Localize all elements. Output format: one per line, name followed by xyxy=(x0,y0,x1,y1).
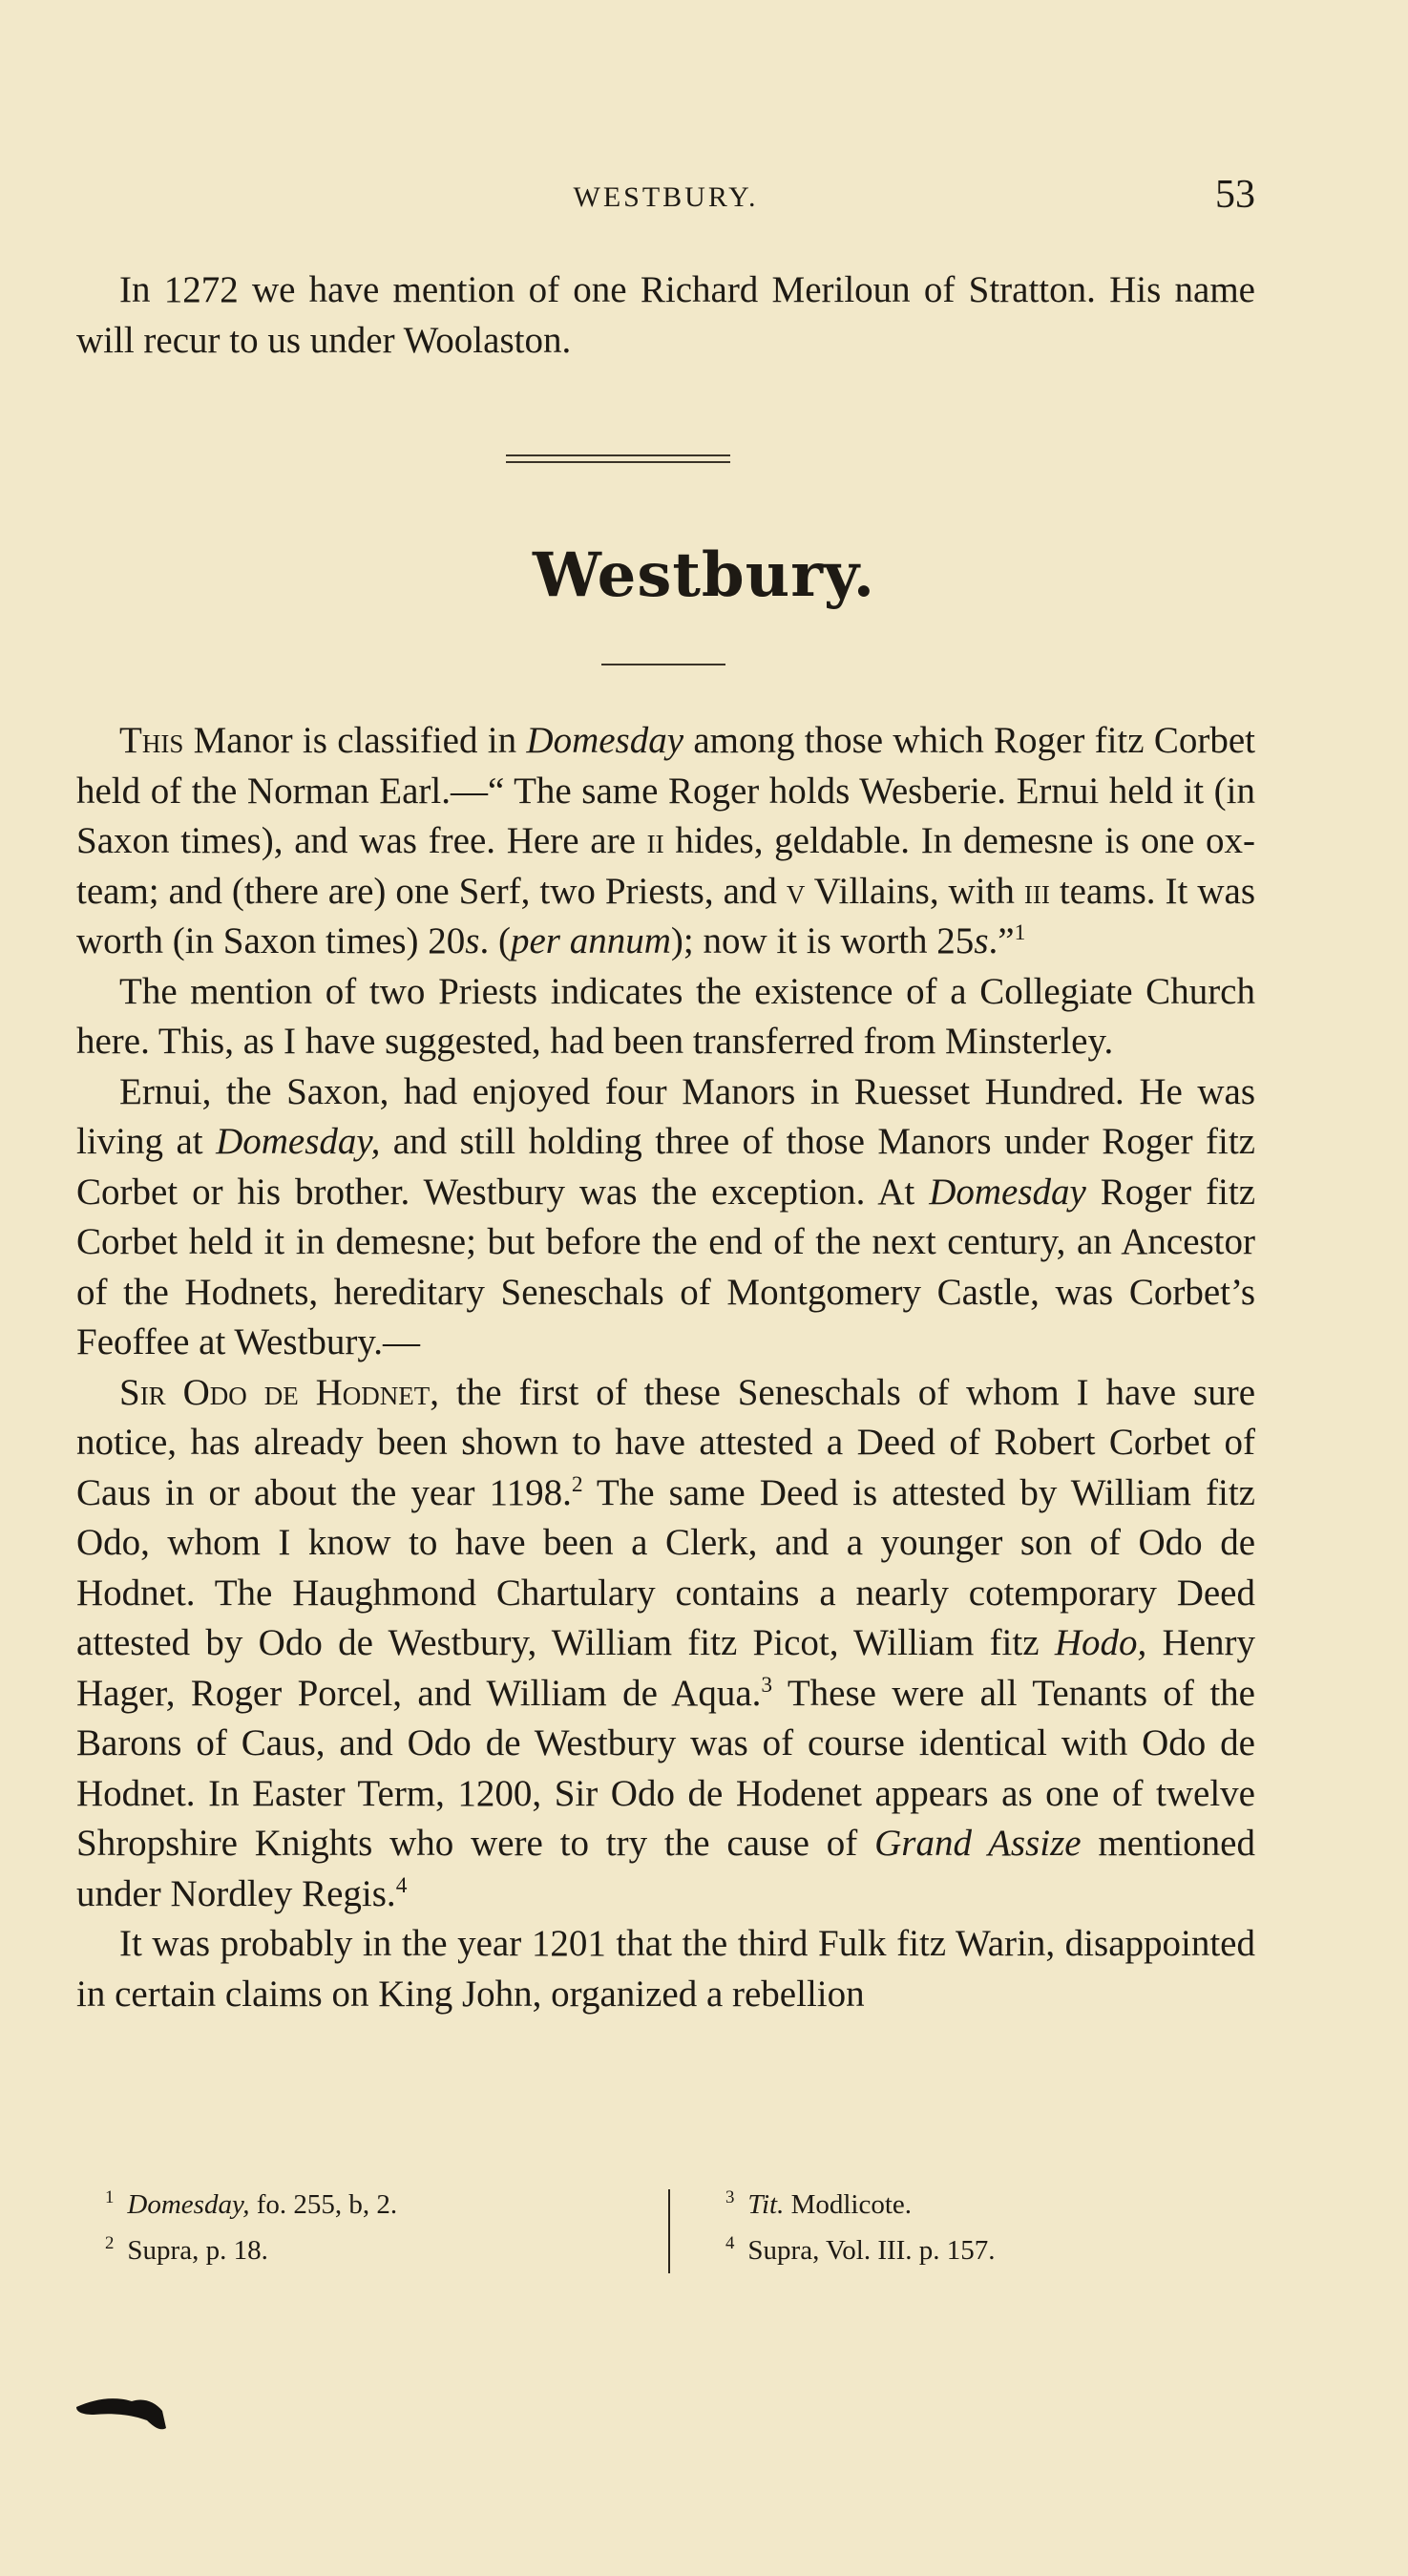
footnotes-left-column xyxy=(105,2182,716,2273)
text-run: the first of these Seneschals of whom I have sure notice, has already been shown to have attested a Deed of Robert Corbet of Caus in or about the year 1198. xyxy=(76,1371,1256,1513)
text-run: ); now it is worth 25 xyxy=(670,920,975,961)
text-run: and still holding three of those Manors under Roger fitz Corbet or his brother. Westbury was the exception. At xyxy=(76,1121,1255,1213)
footnotes-right-column xyxy=(725,2182,1241,2273)
footnote-text: Supra, p. 18. xyxy=(127,2235,268,2266)
italic-run: Domesday xyxy=(929,1171,1086,1213)
intro-paragraph xyxy=(76,265,1255,366)
roman-numeral: v xyxy=(786,870,806,912)
italic-run: s xyxy=(974,920,989,961)
footnote-number: 2 xyxy=(105,2233,115,2254)
paragraph-4 xyxy=(76,1368,1255,1920)
text-run: teams. It was worth (in Saxon times) 20 xyxy=(76,870,1255,961)
footnote-text: Supra, Vol. III. p. 157. xyxy=(747,2235,996,2266)
italic-run: Tit. xyxy=(747,2189,785,2220)
italic-run: Domesday xyxy=(526,720,684,761)
text-run: The same Deed is attested by William fitz Odo, whom I know to have been a Clerk, and a younger son of Odo de Hodnet. The Haughmond Chartulary contains a nearly cotemporary Deed attested by Odo de Westbury, William fitz Picot, William fitz xyxy=(76,1471,1255,1663)
section-heading: Westbury. xyxy=(532,539,876,611)
italic-run: s xyxy=(465,920,480,961)
text-run: hides, geldable. In demesne is one ox-team; and (there are) one Serf, two Priests, and xyxy=(76,820,1255,912)
text-run: .” xyxy=(988,920,1015,961)
footnote-2 xyxy=(105,2228,716,2273)
text-run: mentioned under Nordley Regis. xyxy=(76,1823,1255,1914)
footnote-ref-4[interactable]: 4 xyxy=(395,1872,408,1898)
footnote-ref-3[interactable]: 3 xyxy=(761,1672,773,1698)
italic-run: Domesday, xyxy=(127,2189,250,2220)
ink-blot-mark xyxy=(74,2390,170,2438)
paragraph-1-lead: This xyxy=(119,720,184,761)
footnote-number: 3 xyxy=(725,2187,735,2208)
text-run: Ernui, the Saxon, had enjoyed four Manors in Ruesset Hundred. He was living at xyxy=(76,1070,1255,1162)
italic-run: Domesday, xyxy=(216,1121,381,1162)
body-text xyxy=(76,716,1255,2019)
footnote-number: 4 xyxy=(725,2233,735,2254)
section-divider-double-rule xyxy=(506,454,730,463)
footnote-ref-1[interactable]: 1 xyxy=(1014,920,1026,945)
italic-run: Hodo, xyxy=(1054,1622,1147,1663)
footnote-1 xyxy=(105,2182,716,2228)
small-caps-name: Sir Odo de Hodnet, xyxy=(119,1371,440,1413)
footnote-text: Modlicote. xyxy=(784,2189,913,2220)
footnote-column-divider xyxy=(668,2189,670,2273)
page-number: 53 xyxy=(1215,173,1255,217)
text-run: Villains, with xyxy=(805,870,1024,912)
intro-text: In 1272 we have mention of one Richard Meriloun of Stratton. His name will recur to us under Woolaston. xyxy=(76,269,1255,361)
roman-numeral: ii xyxy=(646,820,664,861)
paragraph-1 xyxy=(76,716,1255,967)
text-run: among those which Roger fitz Corbet held of the Norman Earl.—“ The same Roger holds Wesberie. Ernui held it (in Saxon times), and was free. Here are xyxy=(76,720,1255,861)
text-run: . ( xyxy=(479,920,511,961)
paragraph-5: It was probably in the year 1201 that the third Fulk fitz Warin, disappointed in certain claims on King John, organized a rebellion xyxy=(76,1923,1255,2015)
roman-numeral: iii xyxy=(1023,870,1050,912)
footnote-ref-2[interactable]: 2 xyxy=(571,1471,583,1497)
footnote-3 xyxy=(725,2182,1241,2228)
text-run: Henry Hager, Roger Porcel, and William de Aqua. xyxy=(76,1622,1255,1714)
heading-underline-rule xyxy=(601,664,725,665)
footnote-4 xyxy=(725,2228,1241,2273)
running-head xyxy=(76,172,1255,220)
paragraph-3 xyxy=(76,1067,1255,1368)
paragraph-2: The mention of two Priests indicates the existence of a Collegiate Church here. This, as I have suggested, had been transferred from Minsterley. xyxy=(76,970,1255,1062)
running-head-title: WESTBURY. xyxy=(573,181,759,213)
text-run: Manor is classified in xyxy=(183,720,527,761)
text-run: These were all Tenants of the Barons of Caus, and Odo de Westbury was of course identical with Odo de Hodnet. In Easter Term, 1200, Sir Odo de Hodenet appears as one of twelve Shropshire Knights who were to try the cause of xyxy=(76,1672,1255,1864)
italic-run: Grand Assize xyxy=(874,1823,1082,1864)
text-run: Roger fitz Corbet held it in demesne; but before the end of the next century, an Ancestor of the Hodnets, hereditary Seneschals of Montgomery Castle, was Corbet’s Feoffee at Westbury.— xyxy=(76,1171,1256,1362)
footnote-text: fo. 255, b, 2. xyxy=(249,2189,398,2220)
italic-run: per annum xyxy=(510,920,671,961)
footnote-number: 1 xyxy=(105,2187,115,2208)
